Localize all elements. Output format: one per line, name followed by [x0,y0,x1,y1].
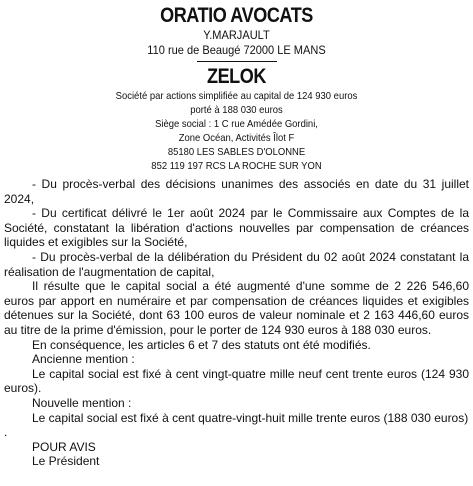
firm-name: ORATIO AVOCATS [160,4,313,27]
company-line-3: Siège social : 1 C rue Amédée Gordini, [155,118,318,130]
paragraph-pv-president: - Du procès-verbal de la délibération du Président du 02 août 2024 constatant la réalisation de l'augmentation de capital, [4,249,469,279]
company-line-4: Zone Océan, Activités Îlot F [178,132,295,144]
trailing-period: . [4,425,8,440]
ancienne-mention-label: Ancienne mention : [32,352,135,367]
paragraph-consequence: En conséquence, les articles 6 et 7 des statuts ont été modifiés. [32,337,371,352]
closing-block [4,440,469,469]
paragraph-resultat: Il résulte que le capital social a été augmenté d'une somme de 2 226 546,60 euros par apport en numéraire et par compensation de créances liquides et exigibles détenues sur la Société, dont 63 100 euros de valeur nominale et 2 163 446,60 euros au titre de la prime d'émission, pour le porter de 124 930 euros à 188 030 euros. [4,279,469,337]
company-line-6: 852 119 197 RCS LA ROCHE SUR YON [151,160,322,172]
pour-avis: POUR AVIS [32,439,96,454]
company-line-1: Société par actions simplifiée au capital de 124 930 euros [115,90,358,102]
nouvelle-mention-label: Nouvelle mention : [32,395,132,410]
paragraph-certificat: - Du certificat délivré le 1er août 2024 par le Commissaire aux Comptes de la Société, constatant la libération d'actions nouvelles par compensation de créances liquides et exigibles sur la Société, [4,206,469,250]
firm-address: 110 rue de Beaugé 72000 LE MANS [147,43,326,57]
separator-rule [197,61,277,62]
notice-body [4,177,469,440]
company-line-2: porté à 188 030 euros [190,104,283,116]
ancienne-mention-text: Le capital social est fixé à cent vingt-quatre mille neuf cent trente euros (124 930 euros). [4,366,469,396]
signatory: Le Président [32,454,100,469]
firm-person: Y.MARJAULT [203,28,270,42]
company-name: ZELOK [206,65,267,88]
nouvelle-mention-text: Le capital social est fixé à cent quatre-vingt-huit mille trente euros (188 030 euros) [32,410,469,425]
company-line-5: 85180 LES SABLES D'OLONNE [167,146,306,158]
paragraph-pv-associes: - Du procès-verbal des décisions unanimes des associés en date du 31 juillet 2024, [4,177,469,206]
